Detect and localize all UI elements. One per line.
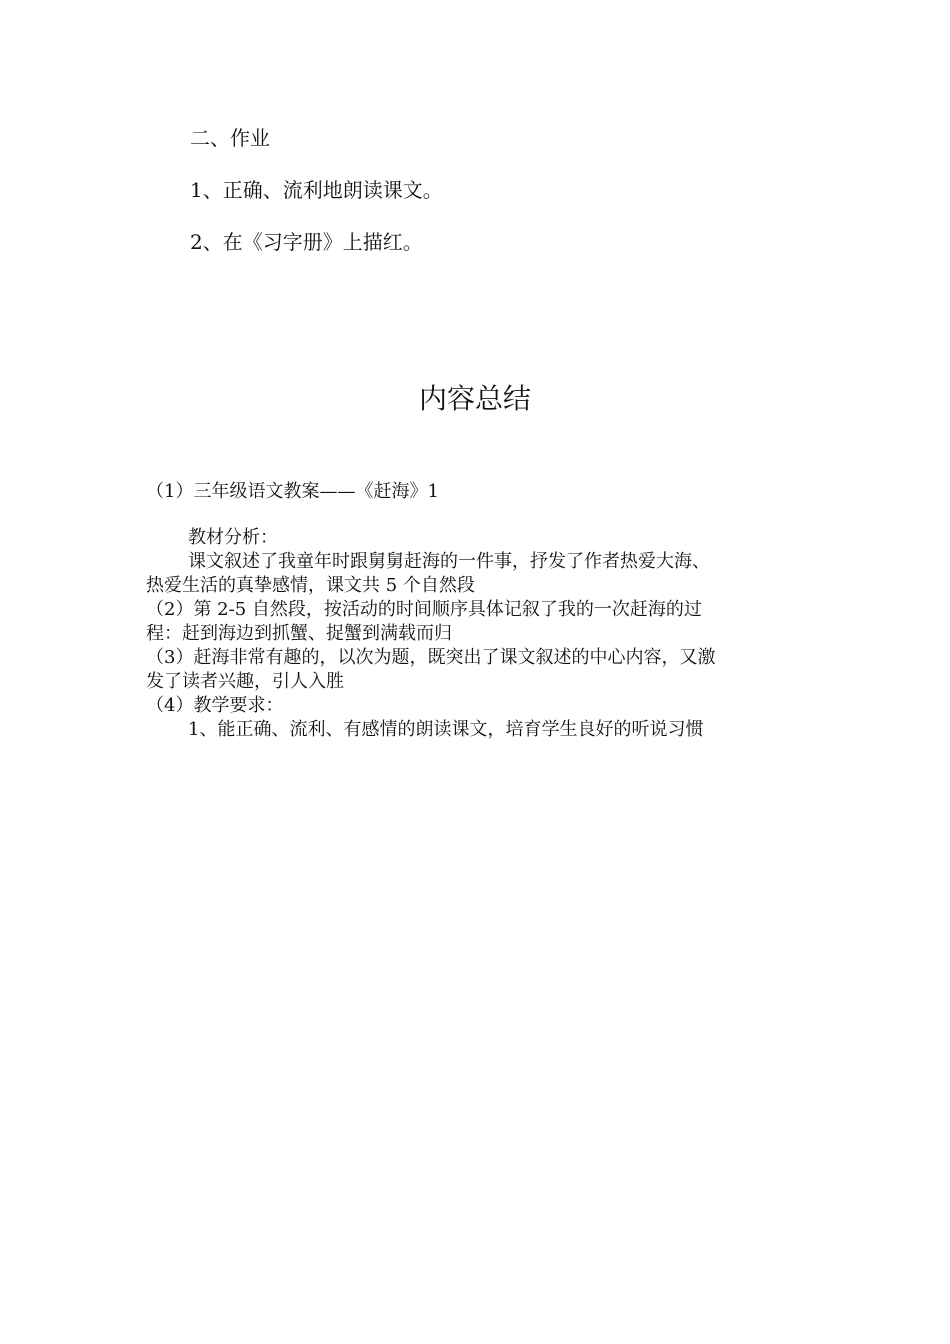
summary-line: 程：赶到海边到抓蟹、捉蟹到满载而归 xyxy=(146,623,452,644)
summary-line: 热爱生活的真挚感情，课文共 5 个自然段 xyxy=(146,575,475,596)
summary-line: 发了读者兴趣，引人入胜 xyxy=(146,671,344,692)
summary-line: 1、能正确、流利、有感情的朗读课文，培育学生良好的听说习惯 xyxy=(188,719,704,740)
summary-title: 内容总结 xyxy=(418,382,531,415)
homework-heading: 二、作业 xyxy=(190,126,270,150)
summary-line-lesson-title: （1）三年级语文教案——《赶海》1 xyxy=(146,481,439,502)
summary-line: （2）第 2-5 自然段，按活动的时间顺序具体记叙了我的一次赶海的过 xyxy=(146,599,702,620)
summary-body xyxy=(146,480,806,742)
summary-line-requirements-heading: （4）教学要求： xyxy=(146,695,284,716)
summary-line-analysis-heading: 教材分析： xyxy=(188,527,278,548)
summary-line: （3）赶海非常有趣的，以次为题，既突出了课文叙述的中心内容，又激 xyxy=(146,647,716,668)
homework-item-2: 2、在《习字册》上描红。 xyxy=(190,230,423,254)
homework-item-1: 1、正确、流利地朗读课文。 xyxy=(190,178,443,202)
summary-line: 课文叙述了我童年时跟舅舅赶海的一件事，抒发了作者热爱大海、 xyxy=(188,551,710,572)
